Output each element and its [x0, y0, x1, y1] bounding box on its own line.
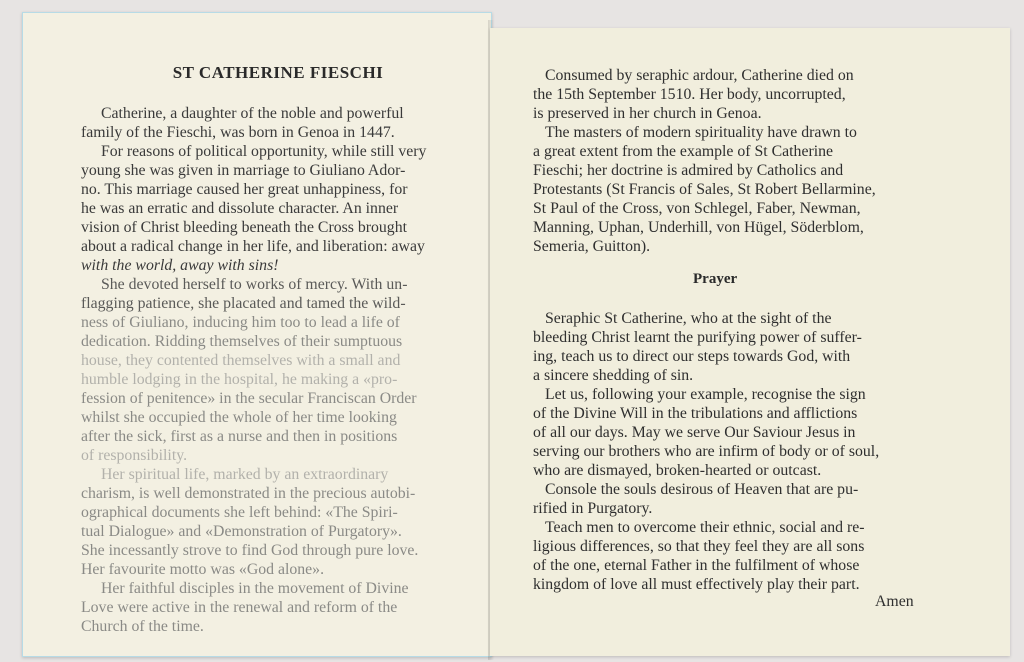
- text-line: after the sick, first as a nurse and then in positions: [81, 428, 398, 445]
- text-line: Consumed by seraphic ardour, Catherine died on: [545, 67, 854, 84]
- text-line: Her favourite motto was «God alone».: [81, 561, 325, 578]
- text-line: Her faithful disciples in the movement of Divine: [101, 580, 409, 597]
- prayer-line: ing, teach us to direct our steps towards God, with: [533, 348, 851, 365]
- text-line: about a radical change in her life, and liberation: away: [81, 238, 425, 255]
- text-line: he was an erratic and dissolute character. An inner: [81, 200, 399, 217]
- text-line: whilst she occupied the whole of her time looking: [81, 409, 397, 426]
- text-line: The masters of modern spirituality have drawn to: [545, 124, 857, 141]
- text-line: Semeria, Guitton).: [533, 238, 651, 255]
- prayer-line: of all our days. May we serve Our Saviour Jesus in: [533, 424, 856, 441]
- text-line: Manning, Uphan, Underhill, von Hügel, Söderblom,: [533, 219, 864, 236]
- text-line: humble lodging in the hospital, he making a «pro-: [81, 371, 398, 388]
- text-line: house, they contented themselves with a small and: [81, 352, 401, 369]
- text-line: Catherine, a daughter of the noble and powerful: [101, 105, 404, 122]
- prayer-line: who are dismayed, broken-hearted or outcast.: [533, 462, 822, 479]
- right-page: [490, 28, 1010, 656]
- text-line: ographical documents she left behind: «The Spiri-: [81, 504, 398, 521]
- left-page: [22, 12, 492, 657]
- text-line: Her spiritual life, marked by an extraordinary: [101, 466, 389, 483]
- text-line: a great extent from the example of St Catherine: [533, 143, 834, 160]
- text-line: She devoted herself to works of mercy. With un-: [101, 276, 408, 293]
- text-line: family of the Fieschi, was born in Genoa in 1447.: [81, 124, 395, 141]
- text-line: Love were active in the renewal and reform of the: [81, 599, 398, 616]
- text-line: vision of Christ bleeding beneath the Cross brought: [81, 219, 407, 236]
- text-line: Protestants (St Francis of Sales, St Robert Bellarmine,: [533, 181, 876, 198]
- text-line: charism, is well demonstrated in the precious autobi-: [81, 485, 416, 502]
- text-line: of responsibility.: [81, 447, 188, 464]
- prayer-line: ligious differences, so that they feel they are all sons: [533, 538, 865, 555]
- text-line: tual Dialogue» and «Demonstration of Purgatory».: [81, 523, 402, 540]
- text-line: dedication. Ridding themselves of their sumptuous: [81, 333, 403, 350]
- prayer-line: kingdom of love all must effectively play their part.: [533, 576, 860, 593]
- prayer-line: Seraphic St Catherine, who at the sight of the: [545, 310, 832, 327]
- text-line: For reasons of political opportunity, while still very: [101, 143, 427, 160]
- prayer-line: rified in Purgatory.: [533, 500, 653, 517]
- text-line: Church of the time.: [81, 618, 204, 635]
- text-line: with the world, away with sins!: [81, 257, 279, 274]
- prayer-line: serving our brothers who are infirm of body or of soul,: [533, 443, 880, 460]
- text-line: She incessantly strove to find God through pure love.: [81, 542, 419, 559]
- prayer-line: of the Divine Will in the tribulations and afflictions: [533, 405, 858, 422]
- prayer-line: a sincere shedding of sin.: [533, 367, 694, 384]
- text-line: fession of penitence» in the secular Franciscan Order: [81, 390, 417, 407]
- text-line: flagging patience, she placated and tamed the wild-: [81, 295, 406, 312]
- prayer-line: Teach men to overcome their ethnic, social and re-: [545, 519, 865, 536]
- text-line: the 15th September 1510. Her body, uncorrupted,: [533, 86, 846, 103]
- text-line: Fieschi; her doctrine is admired by Catholics and: [533, 162, 844, 179]
- text-line: young she was given in marriage to Giuliano Ador-: [81, 162, 406, 179]
- prayer-heading: Prayer: [693, 271, 738, 287]
- text-line: no. This marriage caused her great unhappiness, for: [81, 181, 408, 198]
- text-line: is preserved in her church in Genoa.: [533, 105, 762, 122]
- prayer-line: Let us, following your example, recognise the sign: [545, 386, 866, 403]
- prayer-line: of the one, eternal Father in the fulfilment of whose: [533, 557, 860, 574]
- text-line: St Paul of the Cross, von Schlegel, Faber, Newman,: [533, 200, 861, 217]
- text-line: ness of Giuliano, inducing him too to lead a life of: [81, 314, 400, 331]
- prayer-line: Console the souls desirous of Heaven that are pu-: [545, 481, 859, 498]
- page-title: ST CATHERINE FIESCHI: [172, 63, 384, 82]
- amen-text: Amen: [875, 593, 914, 610]
- prayer-line: bleeding Christ learnt the purifying power of suffer-: [533, 329, 862, 346]
